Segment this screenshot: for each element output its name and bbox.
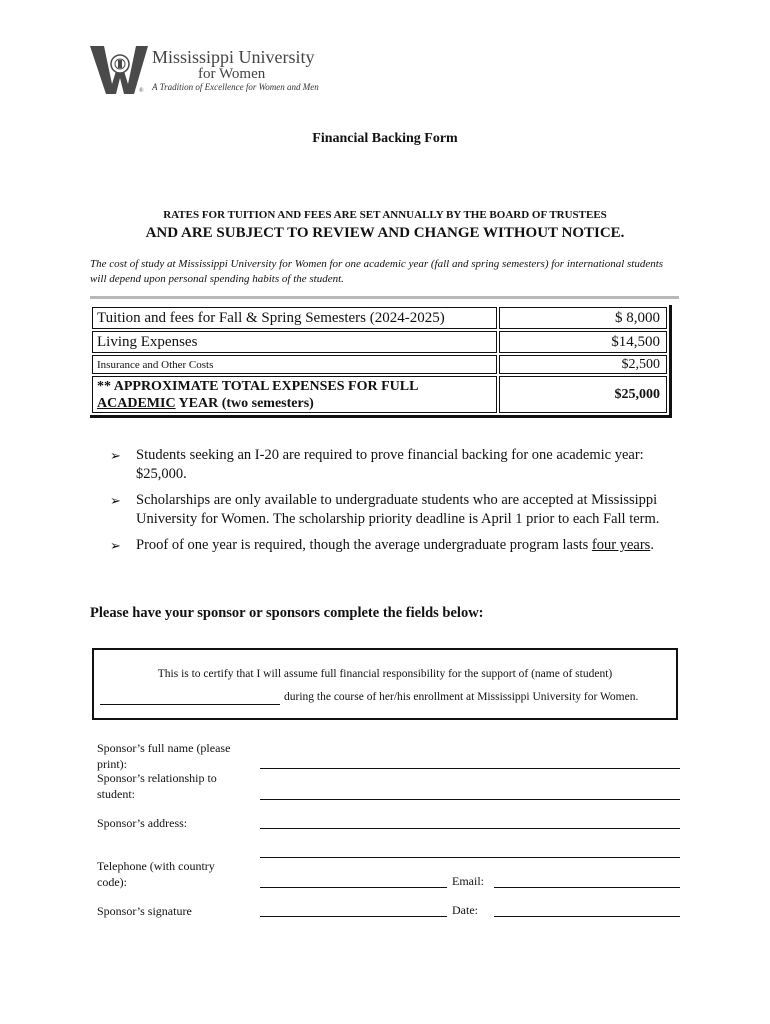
date-label: Date:	[452, 903, 478, 917]
list-item	[110, 446, 680, 484]
cost-row-total	[92, 376, 667, 413]
cost-row-insurance	[92, 355, 667, 374]
certification-line1: This is to certify that I will assume full financial responsibility for the support of (name of student)	[157, 668, 613, 680]
signature-label: Sponsor’s signature	[97, 904, 192, 918]
student-name-field[interactable]	[100, 704, 280, 705]
cost-label: Tuition and fees for Fall & Spring Semesters (2024-2025)	[92, 307, 497, 329]
certification-line2: during the course of her/his enrollment at Mississippi University for Women.	[284, 691, 639, 703]
bullet-text-before: Proof of one year is required, though the average undergraduate program lasts	[136, 537, 592, 553]
cost-row-tuition	[92, 307, 667, 329]
cost-total-amount: $25,000	[499, 376, 667, 413]
cost-label: Insurance and Other Costs	[92, 355, 497, 374]
telephone-label: Telephone (with country code):	[97, 859, 215, 889]
bullet-text: Scholarships are only available to undergraduate students who are accepted at Mississippi University for Women. The scholarship priority deadline is April 1 prior to each Fall term.	[136, 492, 660, 527]
sponsor-heading: Please have your sponsor or sponsors complete the fields below:	[90, 605, 484, 621]
email-label: Email:	[452, 874, 484, 888]
section-divider	[90, 296, 679, 299]
intro-paragraph: The cost of study at Mississippi University for Women for one academic year (fall and spring semesters) for international students will depend upon personal spending habits of the student.	[90, 258, 664, 285]
signature-field[interactable]	[260, 916, 447, 917]
notice-line1: RATES FOR TUITION AND FEES ARE SET ANNUALLY BY THE BOARD OF TRUSTEES	[163, 209, 607, 221]
cost-total-label	[92, 376, 497, 413]
full-name-label: Sponsor’s full name (please print):	[97, 741, 231, 771]
logo-name-line1: Mississippi University	[152, 47, 315, 67]
logo-name-line2: for Women	[198, 66, 266, 82]
cost-amount: $ 8,000	[499, 307, 667, 329]
relationship-label: Sponsor’s relationship to student:	[97, 771, 217, 801]
total-label-b: ACADEMIC	[97, 395, 176, 411]
full-name-field[interactable]	[260, 768, 680, 769]
arrow-bullet-icon: ➢	[110, 448, 121, 463]
bullet-text-underlined: four years	[591, 537, 651, 553]
bullet-text-after: .	[650, 537, 654, 553]
arrow-bullet-icon: ➢	[110, 493, 121, 508]
list-item	[110, 536, 680, 555]
page-title: Financial Backing Form	[312, 131, 458, 146]
list-item	[110, 491, 680, 529]
bullet-text: Students seeking an I-20 are required to prove financial backing for one academic year: $25,000.	[136, 447, 644, 482]
total-label-a: ** APPROXIMATE TOTAL EXPENSES FOR FULL	[97, 378, 419, 394]
address-field-line1[interactable]	[260, 828, 680, 829]
relationship-field[interactable]	[260, 799, 680, 800]
registered-mark: ®	[139, 88, 144, 94]
cost-row-living	[92, 331, 667, 353]
total-label-c: YEAR (two semesters)	[175, 395, 314, 411]
university-logo	[90, 44, 340, 100]
cost-table	[90, 305, 672, 418]
requirements-list	[110, 446, 680, 562]
logo-tagline: A Tradition of Excellence for Women and Men	[152, 82, 319, 92]
arrow-bullet-icon: ➢	[110, 538, 121, 553]
date-field[interactable]	[494, 916, 680, 917]
cost-label: Living Expenses	[92, 331, 497, 353]
address-field-line2[interactable]	[260, 857, 680, 858]
telephone-field[interactable]	[260, 887, 447, 888]
notice-line2: AND ARE SUBJECT TO REVIEW AND CHANGE WITHOUT NOTICE.	[145, 225, 625, 241]
address-label: Sponsor’s address:	[97, 816, 188, 830]
cost-amount: $2,500	[499, 355, 667, 374]
email-field[interactable]	[494, 887, 680, 888]
certification-box	[92, 648, 678, 720]
cost-amount: $14,500	[499, 331, 667, 353]
